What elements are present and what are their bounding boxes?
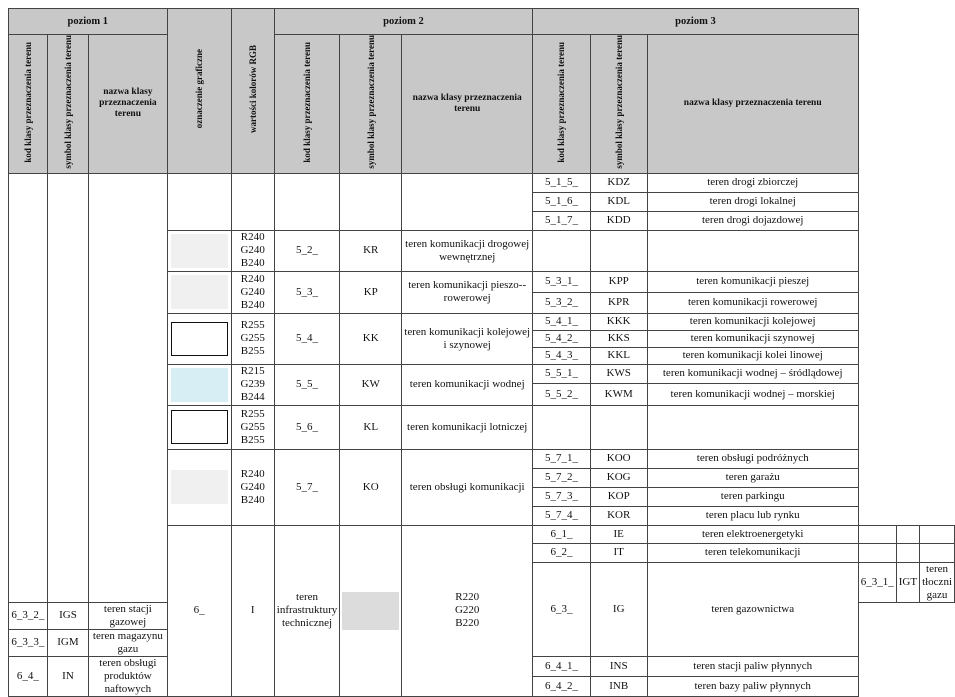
rgb-cell: R240 G240 B240 [231,230,274,271]
l2-code-cell-empty [274,173,339,230]
level3-header: poziom 3 [533,9,859,35]
l2-code-cell: 5_6_ [274,405,339,449]
l3-symbol-cell-empty [590,230,647,271]
l3-name-cell: teren magazynu gazu [89,629,167,656]
l2-symbol-cell: KW [340,364,402,405]
l3-name-cell-empty [920,525,955,543]
l3-code-cell: 6_3_2_ [9,602,48,629]
l2-name-cell: teren obsługi produktów naftowych [89,656,167,696]
graphic-cell [167,313,231,364]
l3-symbol-cell: INB [590,676,647,696]
l3-name-cell: teren garażu [647,468,858,487]
l3-name-cell: teren stacji gazowej [89,602,167,629]
l3-symbol-cell: KPP [590,271,647,292]
l3-symbol-cell: KWS [590,364,647,383]
color-swatch-5-7 [171,470,228,504]
l3-symbol-cell: KDD [590,211,647,230]
color-swatch-6 [342,592,399,630]
l3-symbol-cell: KOG [590,468,647,487]
l3-name-cell: teren komunikacji pieszej [647,271,858,292]
l3-name-cell: teren komunikacji kolejowej [647,313,858,330]
l3-symbol-cell-empty [590,405,647,449]
rgb-header: wartości kolorów RGB [231,9,274,174]
l2-code-cell: 6_4_ [9,656,48,696]
l3-code-cell: 5_1_7_ [533,211,591,230]
l3-name-cell-empty [647,230,858,271]
graphic-cell [340,525,402,696]
l1-name-cell-empty [89,173,167,602]
l3-code-cell: 6_3_3_ [9,629,48,656]
l3-code-cell: 5_4_3_ [533,347,591,364]
l3-symbol-cell: IGT [896,562,919,602]
l3-code-cell: 5_4_2_ [533,330,591,347]
l3-symbol-cell: KDZ [590,173,647,192]
l2-symbol-cell: KO [340,449,402,525]
rgb-cell: R255 G255 B255 [231,313,274,364]
l3-name-cell: teren drogi dojazdowej [647,211,858,230]
l3-symbol-cell: KWM [590,383,647,405]
l3-code-cell: 5_5_2_ [533,383,591,405]
l1-symbol-header: symbol klasy przeznaczenia terenu [47,35,89,174]
l3-symbol-cell-empty [896,543,919,562]
l3-code-cell: 5_3_2_ [533,292,591,313]
l3-code-cell: 5_4_1_ [533,313,591,330]
rgb-cell: R220 G220 B220 [402,525,533,696]
l3-symbol-cell: KDL [590,192,647,211]
rgb-cell-empty [231,173,274,230]
l3-code-cell: 5_5_1_ [533,364,591,383]
l2-code-cell: 6_2_ [533,543,591,562]
l2-symbol-cell: KR [340,230,402,271]
l2-symbol-cell: IT [590,543,647,562]
l3-symbol-cell: KOR [590,506,647,525]
l2-symbol-header: symbol klasy przeznaczenia terenu [340,35,402,174]
l2-name-cell: teren komunikacji wodnej [402,364,533,405]
header-row-columns [9,35,955,174]
l3-code-cell: 5_7_4_ [533,506,591,525]
l1-code-header: kod klasy przeznaczenia terenu [9,35,48,174]
l3-symbol-cell: KPR [590,292,647,313]
land-use-class-table [8,8,955,697]
rgb-cell: R240 G240 B240 [231,271,274,313]
l2-code-cell: 5_3_ [274,271,339,313]
l3-name-cell: teren obsługi podróżnych [647,449,858,468]
l3-symbol-cell: KKS [590,330,647,347]
l2-name-cell: teren obsługi komunikacji [402,449,533,525]
l3-name-cell: teren placu lub rynku [647,506,858,525]
graphic-cell [167,405,231,449]
l2-code-cell: 5_4_ [274,313,339,364]
l2-code-cell: 6_3_ [533,562,591,656]
l3-symbol-cell: IGS [47,602,89,629]
l2-code-header: kod klasy przeznaczenia terenu [274,35,339,174]
l1-name-header: nazwa klasy przeznaczenia terenu [89,35,167,174]
l2-code-cell: 5_7_ [274,449,339,525]
l3-name-cell: teren komunikacji szynowej [647,330,858,347]
l3-name-cell: teren stacji paliw płynnych [647,656,858,676]
l2-name-cell: teren telekomunikacji [647,543,858,562]
l3-symbol-cell: KOO [590,449,647,468]
l3-code-cell: 6_3_1_ [858,562,896,602]
l3-code-cell: 6_4_1_ [533,656,591,676]
l2-symbol-cell: IG [590,562,647,656]
l3-code-cell: 5_3_1_ [533,271,591,292]
l2-symbol-cell: IN [47,656,89,696]
l3-code-header: kod klasy przeznaczenia terenu [533,35,591,174]
table-row [9,173,955,192]
l3-code-cell: 5_7_3_ [533,487,591,506]
l3-symbol-cell: INS [590,656,647,676]
color-swatch-5-6 [171,410,228,444]
l3-symbol-cell-empty [896,525,919,543]
l3-code-cell-empty [533,405,591,449]
l3-name-cell: teren komunikacji wodnej – śródlądowej [647,364,858,383]
l3-name-cell: teren parkingu [647,487,858,506]
l3-code-cell-empty [858,525,896,543]
rgb-cell: R255 G255 B255 [231,405,274,449]
l2-name-cell: teren komunikacji drogowej wewnętrznej [402,230,533,271]
color-swatch-5-2 [171,234,228,268]
rgb-cell: R215 G239 B244 [231,364,274,405]
l2-name-cell: teren gazownictwa [647,562,858,656]
l3-code-cell: 6_4_2_ [533,676,591,696]
l3-name-cell: teren komunikacji wodnej – morskiej [647,383,858,405]
l2-symbol-cell: KK [340,313,402,364]
l3-name-cell: teren komunikacji kolei linowej [647,347,858,364]
l3-code-cell-empty [858,543,896,562]
l3-name-cell-empty [647,405,858,449]
l1-code-cell-empty [9,173,48,602]
l3-code-cell: 5_1_5_ [533,173,591,192]
l2-symbol-cell: IE [590,525,647,543]
l2-name-header: nazwa klasy przeznaczenia terenu [402,35,533,174]
color-swatch-5-3 [171,275,228,309]
l1-symbol-cell: I [231,525,274,696]
graphic-cell [167,271,231,313]
l3-name-header: nazwa klasy przeznaczenia terenu [647,35,858,174]
level2-header: poziom 2 [274,9,532,35]
graphic-cell [167,230,231,271]
l1-symbol-cell-empty [47,173,89,602]
l3-symbol-cell: KKL [590,347,647,364]
graphic-cell-empty [167,173,231,230]
l3-name-cell: teren komunikacji rowerowej [647,292,858,313]
l2-name-cell: teren komunikacji pieszo--rowerowej [402,271,533,313]
l2-symbol-cell: KL [340,405,402,449]
l2-symbol-cell: KP [340,271,402,313]
l3-name-cell: teren drogi zbiorczej [647,173,858,192]
l2-name-cell: teren komunikacji kolejowej i szynowej [402,313,533,364]
l2-code-cell: 5_2_ [274,230,339,271]
l1-name-cell: teren infrastruktury technicznej [274,525,339,696]
graphic-cell [167,364,231,405]
l3-symbol-header: symbol klasy przeznaczenia terenu [590,35,647,174]
l2-name-cell: teren elektroenergetyki [647,525,858,543]
l3-code-cell-empty [533,230,591,271]
graphic-header: oznaczenie graficzne [167,9,231,174]
l2-name-cell: teren komunikacji lotniczej [402,405,533,449]
rgb-cell: R240 G240 B240 [231,449,274,525]
l2-code-cell: 5_5_ [274,364,339,405]
color-swatch-5-4 [171,322,228,356]
l2-code-cell: 6_1_ [533,525,591,543]
l3-name-cell: teren drogi lokalnej [647,192,858,211]
l1-code-cell: 6_ [167,525,231,696]
l3-code-cell: 5_7_2_ [533,468,591,487]
color-swatch-5-5 [171,368,228,402]
l3-name-cell: teren bazy paliw płynnych [647,676,858,696]
l3-symbol-cell: KKK [590,313,647,330]
l3-code-cell: 5_1_6_ [533,192,591,211]
l3-code-cell: 5_7_1_ [533,449,591,468]
l2-name-cell-empty [402,173,533,230]
l3-name-cell: teren tłoczni gazu [920,562,955,602]
level1-header: poziom 1 [9,9,168,35]
l2-symbol-cell-empty [340,173,402,230]
l3-symbol-cell: KOP [590,487,647,506]
l3-symbol-cell: IGM [47,629,89,656]
graphic-cell [167,449,231,525]
header-row-levels [9,9,955,35]
l3-name-cell-empty [920,543,955,562]
